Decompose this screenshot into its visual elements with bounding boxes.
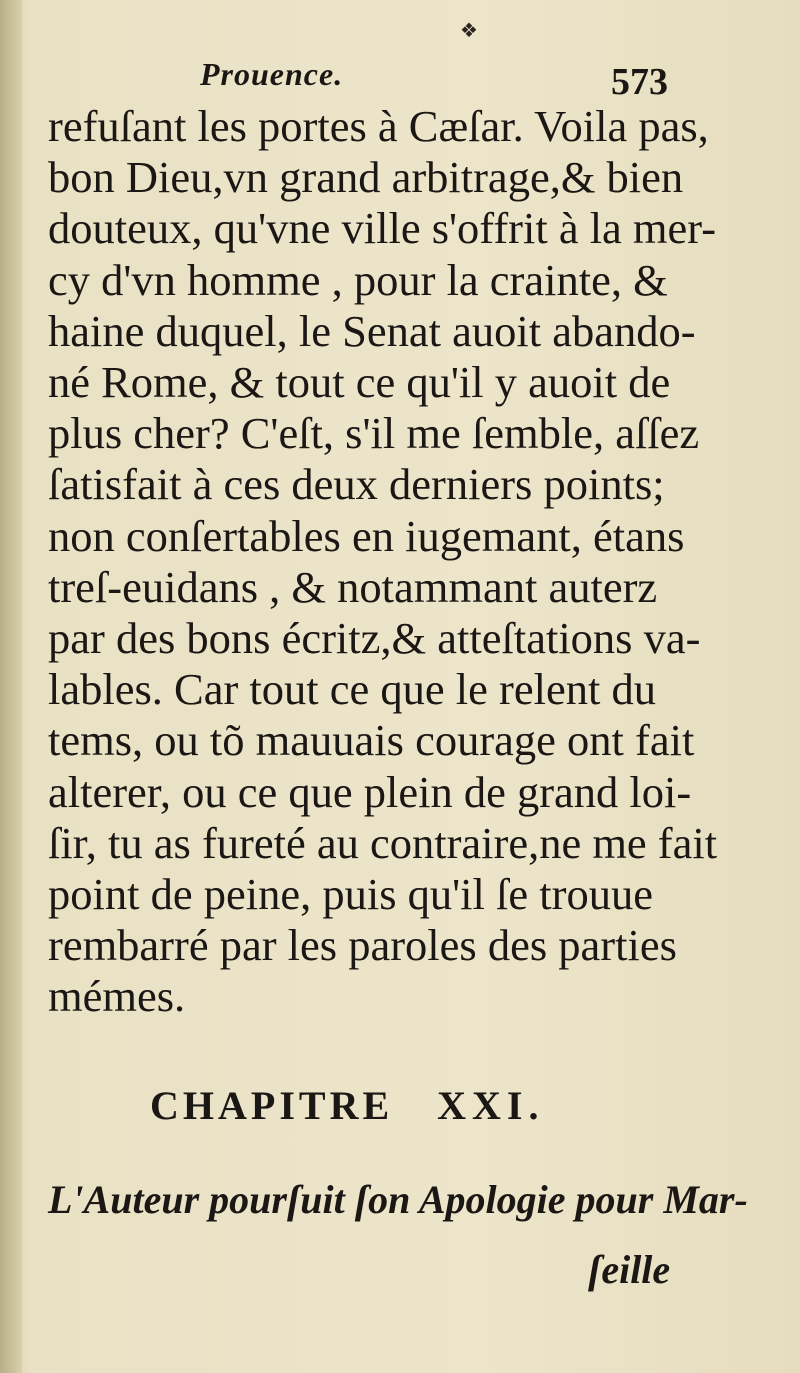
body-line: haine duquel, le Senat auoit abando- [48,305,696,356]
body-text [48,101,718,1023]
body-line: mémes. [48,971,186,1022]
body-line: ſir, tu as fureté au contraire,ne me fait [48,817,718,868]
body-line: né Rome, & tout ce qu'il y auoit de [48,357,671,408]
running-head: Prouence. [200,56,344,92]
body-line: non conſertables en iugemant, étans [48,510,685,561]
ornament-icon: ❖ [460,18,478,42]
body-line: bon Dieu,vn grand arbitrage,& bien [48,152,684,203]
page-gutter-shadow [0,0,22,1373]
chapter-heading [150,1082,544,1129]
body-line: lables. Car tout ce que le relent du [48,664,656,715]
page-number: 573 [611,61,668,103]
chapter-numeral: XXI. [437,1083,545,1128]
body-line: ſatisfait à ces deux derniers points; [48,459,665,510]
chapter-word: CHAPITRE [150,1083,394,1128]
body-line: tems, ou tõ mauuais courage ont fait [48,715,695,766]
chapter-title-line: L'Auteur pourſuit ſon Apologie pour Mar- [48,1177,748,1222]
chapter-title [48,1165,748,1305]
body-line: alterer, ou ce que plein de grand loi- [48,766,692,817]
body-line: cy d'vn homme , pour la crainte, & [48,254,668,305]
body-line: refuſant les portes à Cæſar. Voila pas, [48,101,709,151]
body-line: point de peine, puis qu'il ſe trouue [48,869,653,920]
body-line: treſ-euidans , & notammant auterz [48,561,658,612]
body-line: plus cher? C'eſt, s'il me ſemble, aſſez [48,408,700,459]
chapter-title-line: ſeille [588,1247,671,1292]
body-line: rembarré par les paroles des parties [48,920,677,971]
body-line: douteux, qu'vne ville s'offrit à la mer- [48,203,717,254]
body-line: par des bons écritz,& atteſtations va- [48,613,701,664]
